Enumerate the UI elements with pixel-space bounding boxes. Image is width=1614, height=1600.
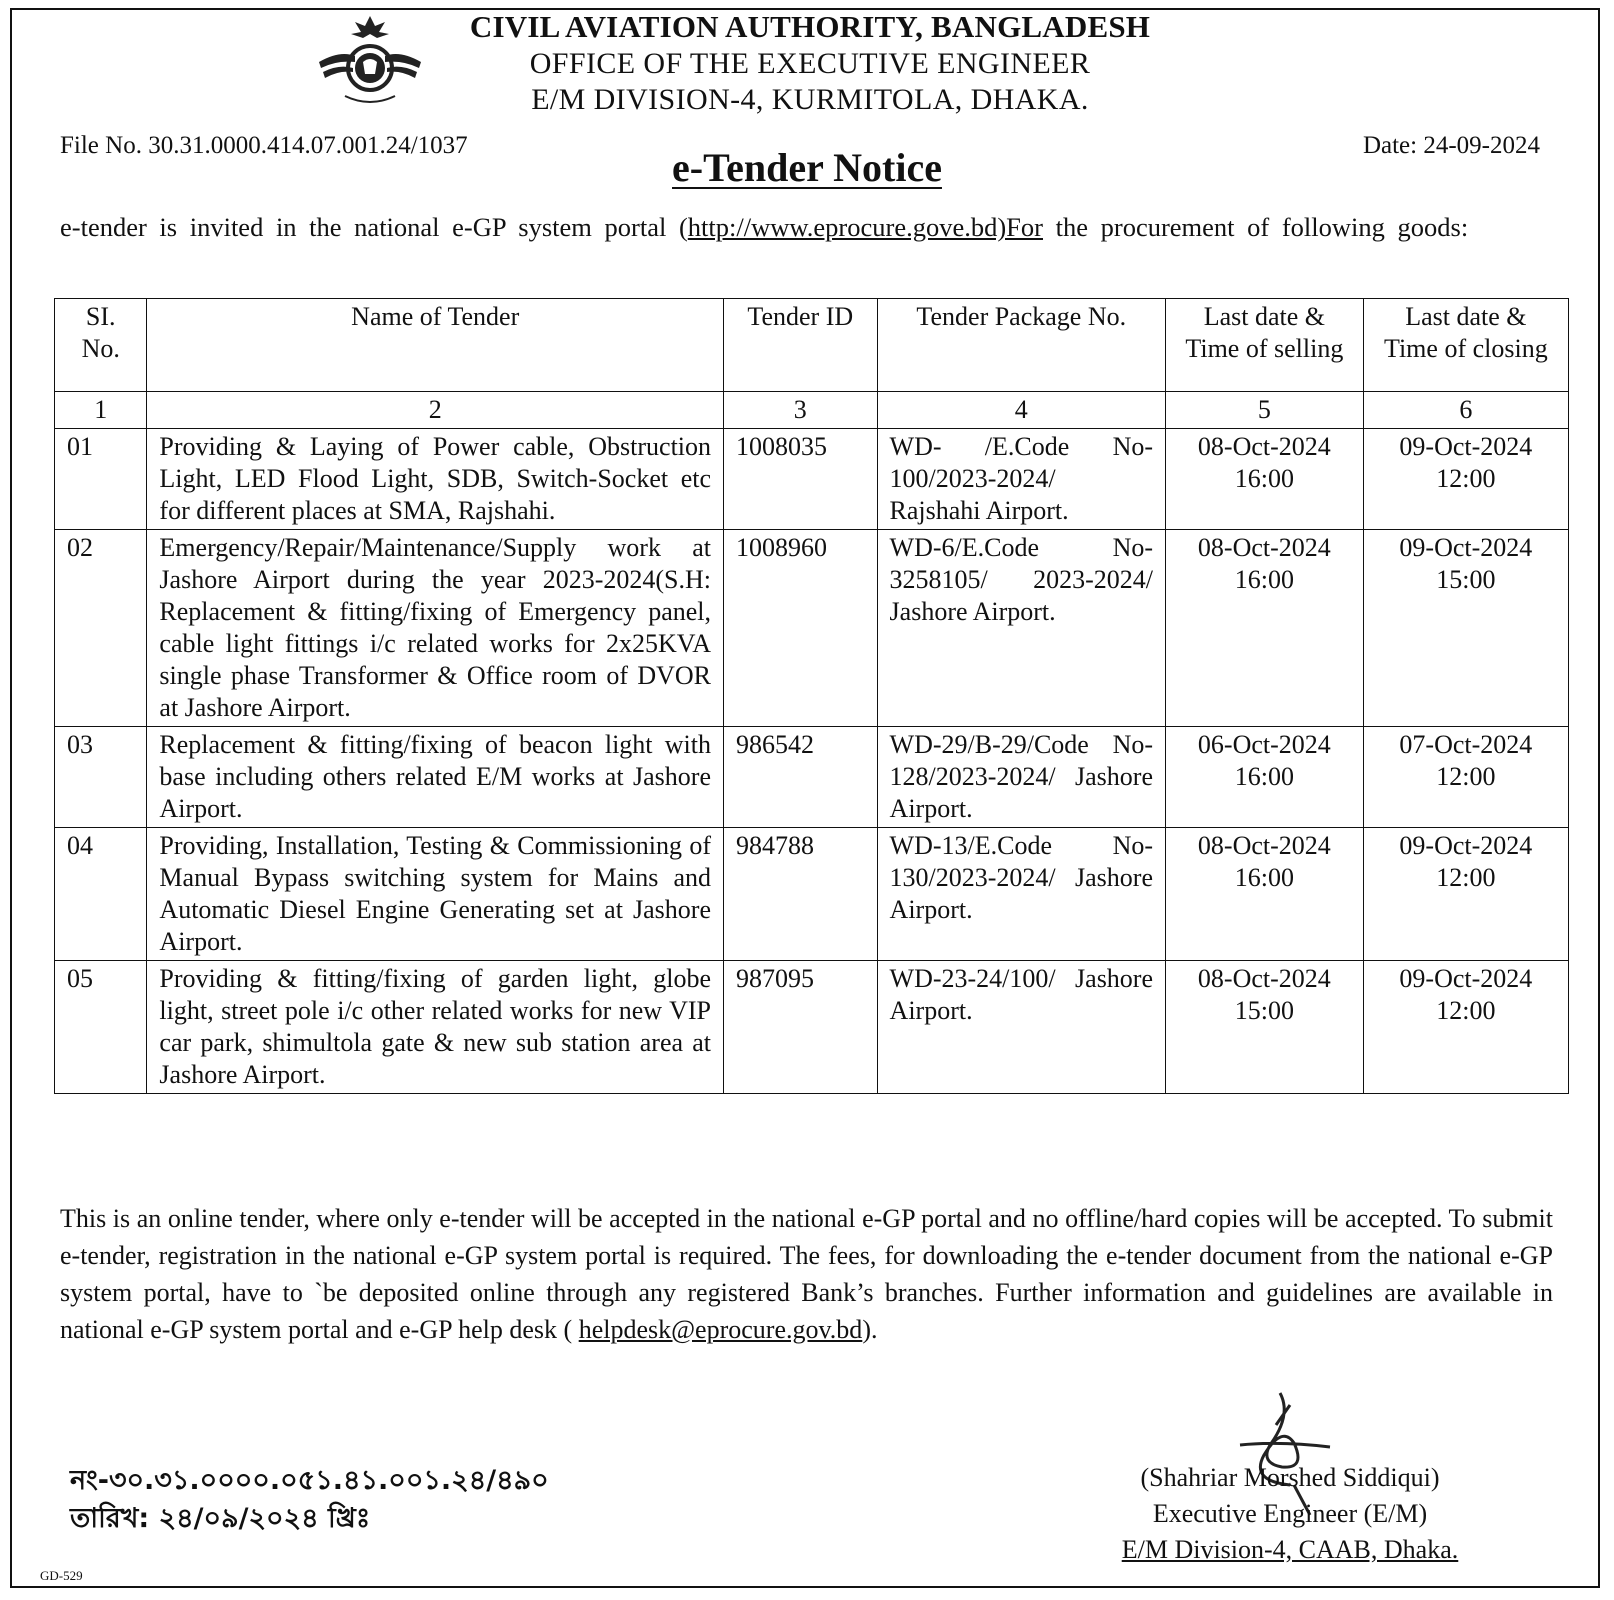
form-code: GD-529 [40,1568,83,1583]
row-tender-id: 1008960 [724,530,878,727]
caab-emblem-logo [315,12,425,120]
row-closing-datetime: 09-Oct-2024 12:00 [1363,961,1568,1094]
col-number: 6 [1363,392,1568,429]
header-tender-id: Tender ID [724,299,878,392]
row-selling-datetime: 08-Oct-2024 16:00 [1166,828,1364,961]
table-row [55,828,1569,961]
col-number: 3 [724,392,878,429]
office-name: OFFICE OF THE EXECUTIVE ENGINEER [529,47,1091,80]
signatory-block [1090,1460,1490,1568]
table-row [55,961,1569,1094]
row-tender-name: Providing, Installation, Testing & Commissioning of Manual Bypass switching system for Mains and Automatic Diesel Engine Generating set at Jashore Airport. [147,828,724,961]
organization-name: CIVIL AVIATION AUTHORITY, BANGLADESH [469,9,1151,44]
notice-title: e-Tender Notice [672,145,942,190]
row-sl: 02 [55,530,147,727]
header-sl-no: SI. No. [55,299,147,392]
file-number: File No. 30.31.0000.414.07.001.24/1037 [60,132,468,159]
row-package-no: WD- /E.Code No-100/2023-2024/ Rajshahi Airport. [877,429,1165,530]
signatory-designation: Executive Engineer (E/M) [1152,1499,1428,1528]
helpdesk-email-link[interactable]: helpdesk@eprocure.gov.bd [578,1315,863,1344]
row-selling-datetime: 08-Oct-2024 15:00 [1166,961,1364,1094]
row-tender-name: Emergency/Repair/Maintenance/Supply work at Jashore Airport during the year 2023-2024(S.H: Replacement & fitting/fixing of Emergency panel, cable light fittings i/c related works for 2x25KVA single phase Transformer & Office room of DVOR at Jashore Airport. [147,530,724,727]
header-closing-date: Last date & Time of closing [1363,299,1568,392]
header-selling-date: Last date & Time of selling [1166,299,1364,392]
row-package-no: WD-13/E.Code No-130/2023-2024/ Jashore Airport. [877,828,1165,961]
eprocure-link[interactable]: http://www.eprocure.gove.bd)For [687,212,1043,242]
row-tender-name: Providing & Laying of Power cable, Obstruction Light, LED Flood Light, SDB, Switch-Socket etc for different places at SMA, Rajshahi. [147,429,724,530]
col-number: 5 [1166,392,1364,429]
intro-paragraph: e-tender is invited in the national e-GP system portal (http://www.eprocure.gove.bd)For the procurement of following goods: [60,212,1469,242]
row-selling-datetime: 08-Oct-2024 16:00 [1166,530,1364,727]
row-sl: 04 [55,828,147,961]
notice-date: Date: 24-09-2024 [1362,132,1540,159]
bangla-memo-block [70,1462,549,1538]
header-name-of-tender: Name of Tender [147,299,724,392]
col-number: 1 [55,392,147,429]
row-package-no: WD-23-24/100/ Jashore Airport. [877,961,1165,1094]
letterhead [430,8,1190,118]
bangla-memo-date: তারিখ: ২৪/০৯/২০২৪ খ্রিঃ [70,1503,371,1534]
row-package-no: WD-6/E.Code No-3258105/ 2023-2024/ Jashore Airport. [877,530,1165,727]
row-selling-datetime: 06-Oct-2024 16:00 [1166,727,1364,828]
signatory-name: (Shahriar Morshed Siddiqui) [1140,1463,1440,1492]
row-package-no: WD-29/B-29/Code No-128/2023-2024/ Jashore Airport. [877,727,1165,828]
row-tender-name: Replacement & fitting/fixing of beacon light with base including others related E/M works at Jashore Airport. [147,727,724,828]
division-name: E/M DIVISION-4, KURMITOLA, DHAKA. [531,83,1089,116]
row-tender-name: Providing & fitting/fixing of garden light, globe light, street pole i/c other related works for new VIP car park, shimultola gate & new sub station area at Jashore Airport. [147,961,724,1094]
row-sl: 05 [55,961,147,1094]
row-closing-datetime: 09-Oct-2024 12:00 [1363,429,1568,530]
row-tender-id: 1008035 [724,429,878,530]
table-row [55,530,1569,727]
row-sl: 03 [55,727,147,828]
column-number-row [55,392,1569,429]
table-row [55,429,1569,530]
row-tender-id: 984788 [724,828,878,961]
row-closing-datetime: 09-Oct-2024 15:00 [1363,530,1568,727]
row-tender-id: 986542 [724,727,878,828]
col-number: 2 [147,392,724,429]
row-selling-datetime: 08-Oct-2024 16:00 [1166,429,1364,530]
table-header-row [55,299,1569,392]
row-tender-id: 987095 [724,961,878,1094]
header-package-no: Tender Package No. [877,299,1165,392]
tender-table [54,298,1569,1094]
signatory-office: E/M Division-4, CAAB, Dhaka. [1121,1535,1459,1564]
row-closing-datetime: 07-Oct-2024 12:00 [1363,727,1568,828]
row-closing-datetime: 09-Oct-2024 12:00 [1363,828,1568,961]
footer-paragraph: This is an online tender, where only e-tender will be accepted in the national e-GP portal and no offline/hard copies will be accepted. To submit e-tender, registration in the national e-GP system portal is required. The fees, for downloading the e-tender document from the national e-GP system portal, have to `be deposited online through any registered Bank’s branches. Further information and guidelines are available in national e-GP system portal and e-GP help desk ( helpdesk@eprocure.gov.bd). [60,1204,1553,1344]
row-sl: 01 [55,429,147,530]
bangla-memo-number: নং-৩০.৩১.০০০০.০৫১.৪১.০০১.২৪/৪৯০ [70,1465,549,1496]
col-number: 4 [877,392,1165,429]
table-row [55,727,1569,828]
